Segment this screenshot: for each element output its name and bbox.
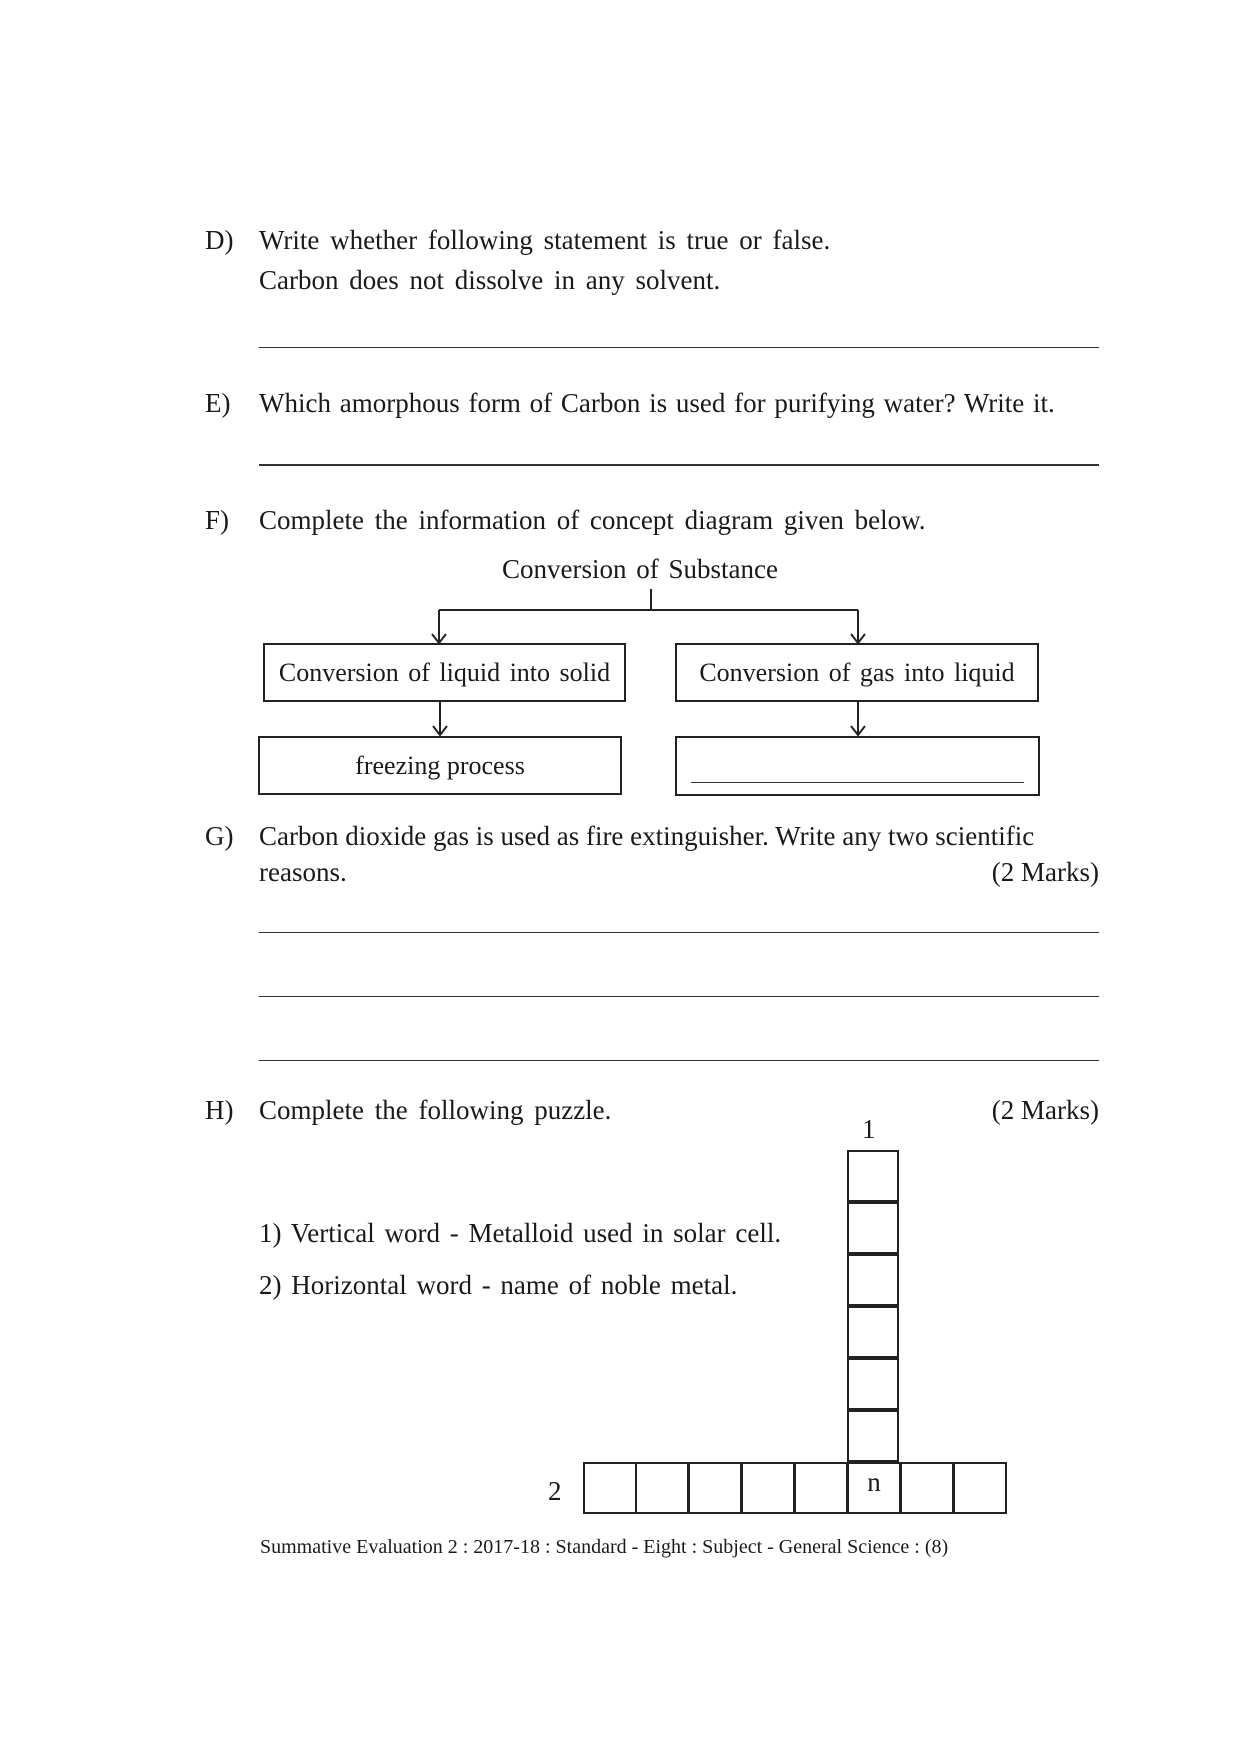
question-d-label: D) — [205, 225, 234, 255]
question-g-text: Carbon dioxide gas is used as fire extinguisher. Write any two scientific — [259, 821, 1035, 851]
puzzle-cell-v6[interactable] — [847, 1410, 899, 1462]
answer-line-g1[interactable] — [259, 932, 1099, 933]
puzzle-cell-h7[interactable] — [900, 1462, 954, 1514]
puzzle-cell-h4[interactable] — [741, 1462, 795, 1514]
question-e-label: E) — [205, 388, 231, 418]
puzzle-horizontal-number: 2 — [548, 1476, 562, 1506]
question-h-text: Complete the following puzzle. — [259, 1095, 612, 1125]
puzzle-cell-h2[interactable] — [635, 1462, 689, 1514]
puzzle-given-letter: n — [867, 1466, 881, 1497]
concept-box-answer-blank[interactable] — [675, 736, 1040, 796]
puzzle-cell-v4[interactable] — [847, 1306, 899, 1358]
puzzle-cell-h5[interactable] — [794, 1462, 848, 1514]
question-f-text: Complete the information of concept diagram given below. — [259, 505, 926, 535]
concept-box-gas-to-liquid: Conversion of gas into liquid — [675, 643, 1039, 702]
question-h-label: H) — [205, 1095, 234, 1125]
puzzle-cell-v3[interactable] — [847, 1254, 899, 1306]
puzzle-cell-v5[interactable] — [847, 1358, 899, 1410]
puzzle-cell-h1[interactable] — [583, 1462, 637, 1514]
question-e-text: Which amorphous form of Carbon is used for purifying water? Write it. — [259, 388, 1055, 418]
question-d-statement: Carbon does not dissolve in any solvent. — [259, 265, 721, 295]
question-f-label: F) — [205, 505, 230, 535]
concept-answer-line — [691, 782, 1024, 783]
answer-line-g3[interactable] — [259, 1060, 1099, 1061]
puzzle-clue-vertical: 1) Vertical word - Metalloid used in solar cell. — [259, 1218, 782, 1248]
question-h-marks: (2 Marks) — [991, 1095, 1099, 1125]
puzzle-cell-h3[interactable] — [688, 1462, 742, 1514]
concept-diagram-title: Conversion of Substance — [502, 554, 778, 584]
puzzle-cell-v1[interactable] — [847, 1150, 899, 1202]
question-g-text-cont: reasons. — [259, 857, 347, 887]
puzzle-cell-h8[interactable] — [953, 1462, 1007, 1514]
page-footer: Summative Evaluation 2 : 2017-18 : Standard - Eight : Subject - General Science : (8) — [260, 1536, 949, 1558]
puzzle-clue-horizontal: 2) Horizontal word - name of noble metal. — [259, 1270, 738, 1300]
question-d-text: Write whether following statement is true or false. — [259, 225, 831, 255]
puzzle-cell-v2[interactable] — [847, 1202, 899, 1254]
concept-box-freezing-process: freezing process — [258, 736, 622, 795]
puzzle-vertical-number: 1 — [862, 1114, 876, 1144]
question-g-marks: (2 Marks) — [991, 857, 1099, 887]
question-g-label: G) — [205, 821, 234, 851]
answer-line-g2[interactable] — [259, 996, 1099, 997]
concept-box-liquid-to-solid: Conversion of liquid into solid — [263, 643, 626, 702]
puzzle-cell-intersection[interactable] — [847, 1462, 901, 1514]
